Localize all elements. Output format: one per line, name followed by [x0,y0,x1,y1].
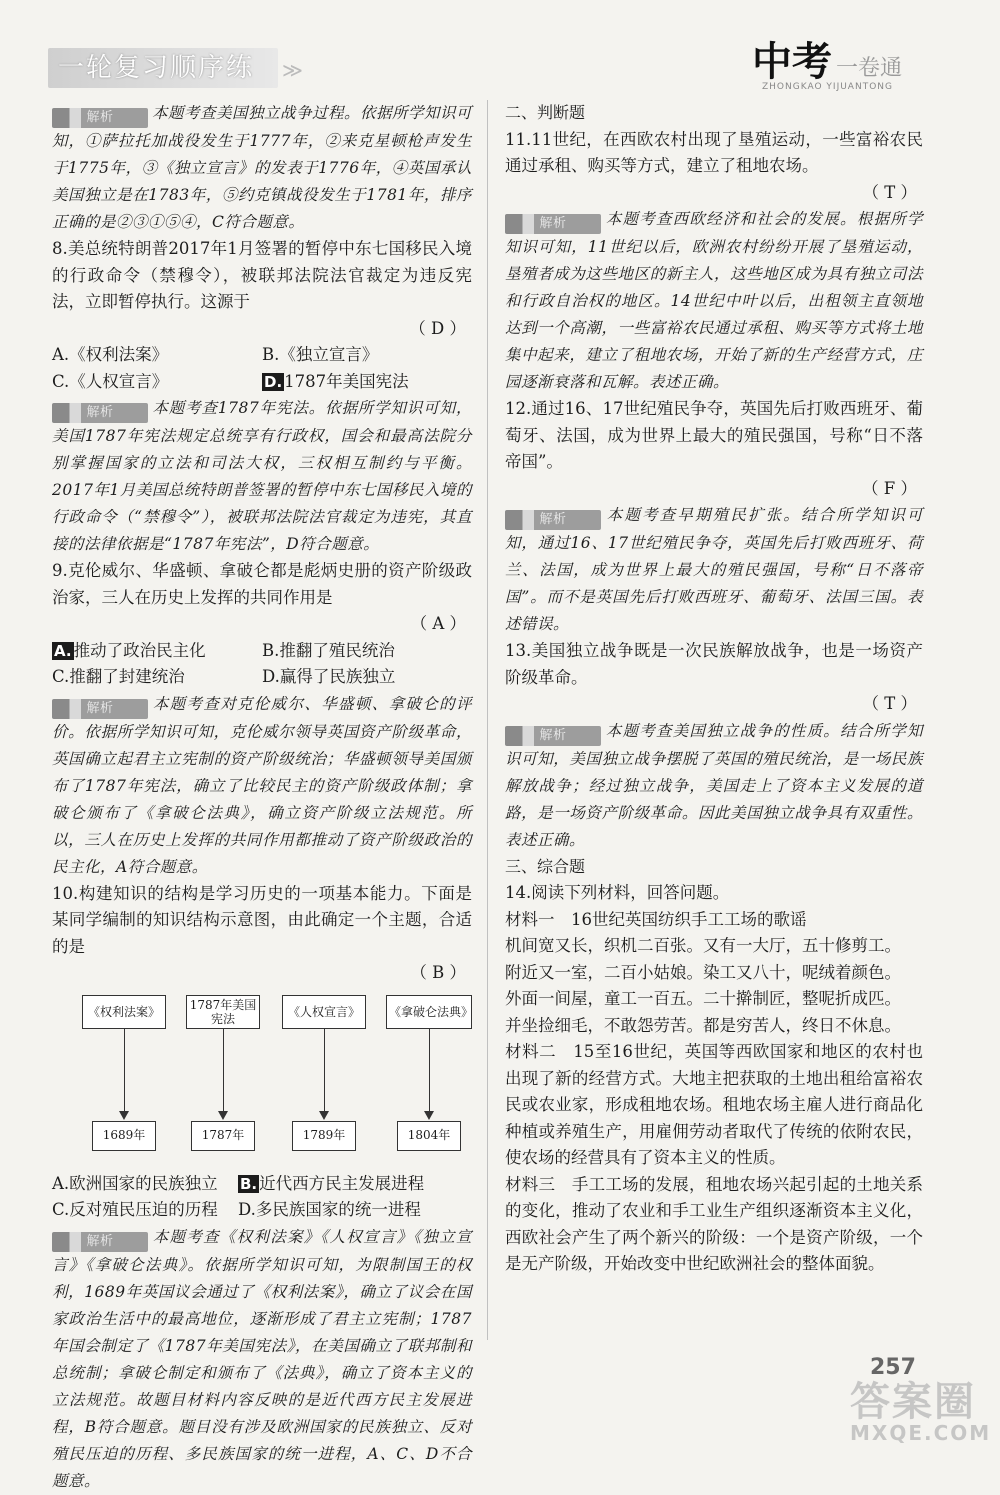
analysis-13 [505,718,923,854]
diagram-year-box: 1787年 [191,1121,255,1151]
option-9a [52,638,262,665]
diagram-arrow-line [223,1029,224,1113]
watermark-line2: MXQE.COM [850,1421,992,1445]
option-9b: B.推翻了殖民统治 [262,640,395,660]
analysis-7 [52,100,472,236]
question-12: 12.通过16、17世纪殖民争夺，英国先后打败西班牙、葡萄牙、法国，成为世界上最大的殖民强国，号称“日不落帝国”。 [505,399,923,471]
section-banner: 一轮复习顺序练 [48,48,278,88]
diagram-year-box: 1689年 [92,1121,156,1151]
diagram-arrow-line [324,1029,325,1113]
selected-letter: B. [240,1174,258,1193]
analysis-12-text: 本题考查早期殖民扩张。结合所学知识可知，通过16、17世纪殖民争夺，英国先后打败西班牙、荷兰、法国，成为世界上最大的殖民强国，号称“日不落帝国”。而不是英国先后打败西班牙、葡萄牙、法国三国。表述错误。 [505,506,923,633]
analysis-tag: 解析 [52,1232,148,1252]
question-8: 8.美总统特朗普2017年1月签署的暂停中东七国移民入境的行政命令（禁穆令），被联邦法院法官裁定为违反宪法，立即暂停执行。这源于 [52,239,472,311]
brand-big: 中考 [752,38,832,85]
answer-10: （ B ） [410,963,466,982]
brand-logo [752,30,922,90]
options-10-row1 [52,1171,472,1198]
question-9: 9.克伦威尔、华盛顿、拿破仑都是彪炳史册的资产阶级政治家，三人在历史上发挥的共同作用是 [52,561,472,607]
diagram-top-box: 《拿破仑法典》 [386,995,472,1029]
option-10b-text: 近代西方民主发展进程 [259,1173,425,1193]
options-8-row2 [52,369,472,396]
column-divider [487,100,488,1340]
brand-small: 一卷通 [836,56,903,81]
analysis-tag: 解析 [52,403,148,423]
answer-9: （ A ） [410,614,466,633]
options-9-row2 [52,664,472,691]
analysis-13-text: 本题考查美国独立战争的性质。结合所学知识可知，美国独立战争摆脱了英国的殖民统治，是一场民族解放战争；经过独立战争，美国走上了资本主义发展的道路，是一场资产阶级革命。因此美国独立战争具有双重性。表述正确。 [505,721,923,849]
answer-8: （ D ） [409,318,466,338]
option-10c: C.反对殖民压迫的历程 [52,1200,218,1219]
diagram-top-box: 《人权宣言》 [282,995,366,1029]
analysis-tag: 解析 [505,214,601,234]
question-11: 11.11世纪，在西欧农村出现了垦殖运动，一些富裕农民通过承租、购买等方式，建立了租地农场。 [505,129,923,175]
watermark [850,1370,992,1445]
watermark-line1: 答案圈 [850,1379,976,1425]
right-column [505,100,923,1278]
analysis-12 [505,502,923,638]
option-10a: A.欧洲国家的民族独立 [52,1173,218,1193]
answer-11: （ T ） [862,182,917,202]
arrow-down-icon [424,1111,434,1120]
brand-pinyin: ZHONGKAO YIJUANTONG [762,82,893,92]
option-8d-text: 1787年美国宪法 [284,371,409,391]
arrow-down-icon [218,1111,228,1120]
analysis-10 [52,1224,472,1495]
option-8d [262,369,472,396]
arrow-down-icon [319,1111,329,1120]
option-8b: B.《独立宣言》 [262,345,379,364]
options-8-row1 [52,342,472,369]
answer-13: （ T ） [862,694,917,713]
analysis-tag: 解析 [505,726,601,746]
analysis-7-text: 本题考查美国独立战争过程。依据所学知识可知，①萨拉托加战役发生于1777年，②来克星顿枪声发生于1775年，③《独立宣言》的发表于1776年，④英国承认美国独立是在1783年，⑤约克镇战役发生于1781年，排序正确的是②③①⑤④，C符合题意。 [52,104,473,231]
question-14: 14.阅读下列材料，回答问题。 [505,883,730,902]
answer-12: （ F ） [862,478,917,498]
material-1-heading: 材料一 16世纪英国纺织手工工场的歌谣 [505,909,807,929]
option-9d: D.赢得了民族独立 [262,667,396,686]
material-1-line: 机间宽又长，织机二百张。又有一大厅，五十修剪工。 [505,936,901,955]
option-9c: C.推翻了封建统治 [52,667,185,686]
material-1-line: 并坐捡细毛，不敢怨劳苦。都是穷苦人，终日不休息。 [505,1015,901,1035]
material-1-line: 外面一间屋，童工一百五。二十擀制匠，整呢折成匹。 [505,989,901,1008]
material-2: 材料二 15至16世纪，英国等西欧国家和地区的农村也出现了新的经营方式。大地主把获取的土地出租给富裕农民或农业家，形成租地农场。租地农场主雇人进行商品化种植或养殖生产，用雇佣劳动者取代了传统的依附农民，使农场的经营具有了资本主义的性质。 [505,1042,923,1167]
options-10-row2 [52,1197,472,1224]
option-8a: A.《权利法案》 [52,345,169,364]
page-number: 257 [870,1355,916,1380]
selected-letter: D. [264,372,283,391]
diagram-top-box: 《权利法案》 [82,995,166,1029]
arrow-down-icon [119,1111,129,1120]
diagram-year-box: 1804年 [397,1121,461,1151]
section-title-comprehensive: 三、综合题 [505,856,586,876]
analysis-8-text: 本题考查1787年宪法。依据所学知识可知，美国1787年宪法规定总统享有行政权，国会和最高法院分别掌握国家的立法和司法大权，三权相互制约与平衡。2017年1月美国总统特朗普签署的暂停中东七国移民入境的行政命令（“禁穆令”），被联邦法院法官裁定为违宪，其直接的法律依据是“1787年宪法”，D符合题意。 [52,399,472,553]
diagram-arrow-line [124,1029,125,1113]
question-10: 10.构建知识的结构是学习历史的一项基本能力。下面是某同学编制的知识结构示意图，由此确定一个主题，合适的是 [52,883,472,956]
analysis-tag: 解析 [52,699,148,719]
banner-arrow-icon: ≫ [282,58,303,82]
material-1-line: 附近又一室，二百小姑娘。染工又八十，呢绒着颜色。 [505,962,901,982]
left-column [52,100,472,1495]
diagram-arrow-line [429,1029,430,1113]
analysis-10-text: 本题考查《权利法案》《人权宣言》《独立宣言》《拿破仑法典》。依据所学知识可知，为限制国王的权利，1689年英国议会通过了《权利法案》，确立了议会在国家政治生活中的最高地位，逐渐形成了君主立宪制；1787年国会制定了《1787年美国宪法》，在美国确立了联邦制和总统制；拿破仑制定和颁布了《法典》，确立了资本主义的立法规范。故题目材料内容反映的是近代西方民主发展进程，B符合题意。题目没有涉及欧洲国家的民族独立、反对殖民压迫的历程、多民族国家的统一进程，A、C、D不合题意。 [52,1227,472,1490]
options-9-row1 [52,638,472,665]
question-13: 13.美国独立战争既是一次民族解放战争，也是一场资产阶级革命。 [505,641,923,687]
section-title-judgement: 二、判断题 [505,103,586,122]
diagram-top-box: 1787年美国宪法 [186,995,260,1029]
analysis-11-text: 本题考查西欧经济和社会的发展。根据所学知识可知，11世纪以后，欧洲农村纷纷开展了垦殖运动，垦殖者成为这些地区的新主人，这些地区成为具有独立司法和行政自治权的地区。14世纪中叶以后，出租领主直领地达到一个高潮，一些富裕农民通过承租、购买等方式将土地集中起来，建立了租地农场，开始了新的生产经营方式，庄园逐渐衰落和瓦解。表述正确。 [505,210,923,391]
material-3: 材料三 手工工场的发展，租地农场兴起引起的土地关系的变化，推动了农业和手工业生产组织逐渐资本主义化，西欧社会产生了两个新兴的阶级：一个是资产阶级，一个是无产阶级，开始改变中世纪欧洲社会的整体面貌。 [505,1174,923,1273]
analysis-8 [52,395,472,558]
selected-letter: A. [54,641,72,660]
option-10b [238,1171,472,1198]
option-10d: D.多民族国家的统一进程 [238,1200,421,1219]
analysis-11 [505,206,923,396]
analysis-9-text: 本题考查对克伦威尔、华盛顿、拿破仑的评价。依据所学知识可知，克伦威尔领导英国资产阶级革命，英国确立起君主立宪制的资产阶级统治；华盛顿领导美国颁布了1787年宪法，确立了比较民主的资产阶级政体制；拿破仑颁布了《拿破仑法典》，确立资产阶级立法规范。所以，三人在历史上发挥的共同作用都推动了资产阶级政治的民主化，A符合题意。 [52,694,472,876]
knowledge-diagram [52,995,472,1165]
option-8c: C.《人权宣言》 [52,371,169,391]
option-9a-text: 推动了政治民主化 [73,640,206,660]
diagram-year-box: 1789年 [292,1121,356,1151]
analysis-tag: 解析 [52,108,148,128]
analysis-tag: 解析 [505,510,601,530]
analysis-9 [52,691,472,881]
